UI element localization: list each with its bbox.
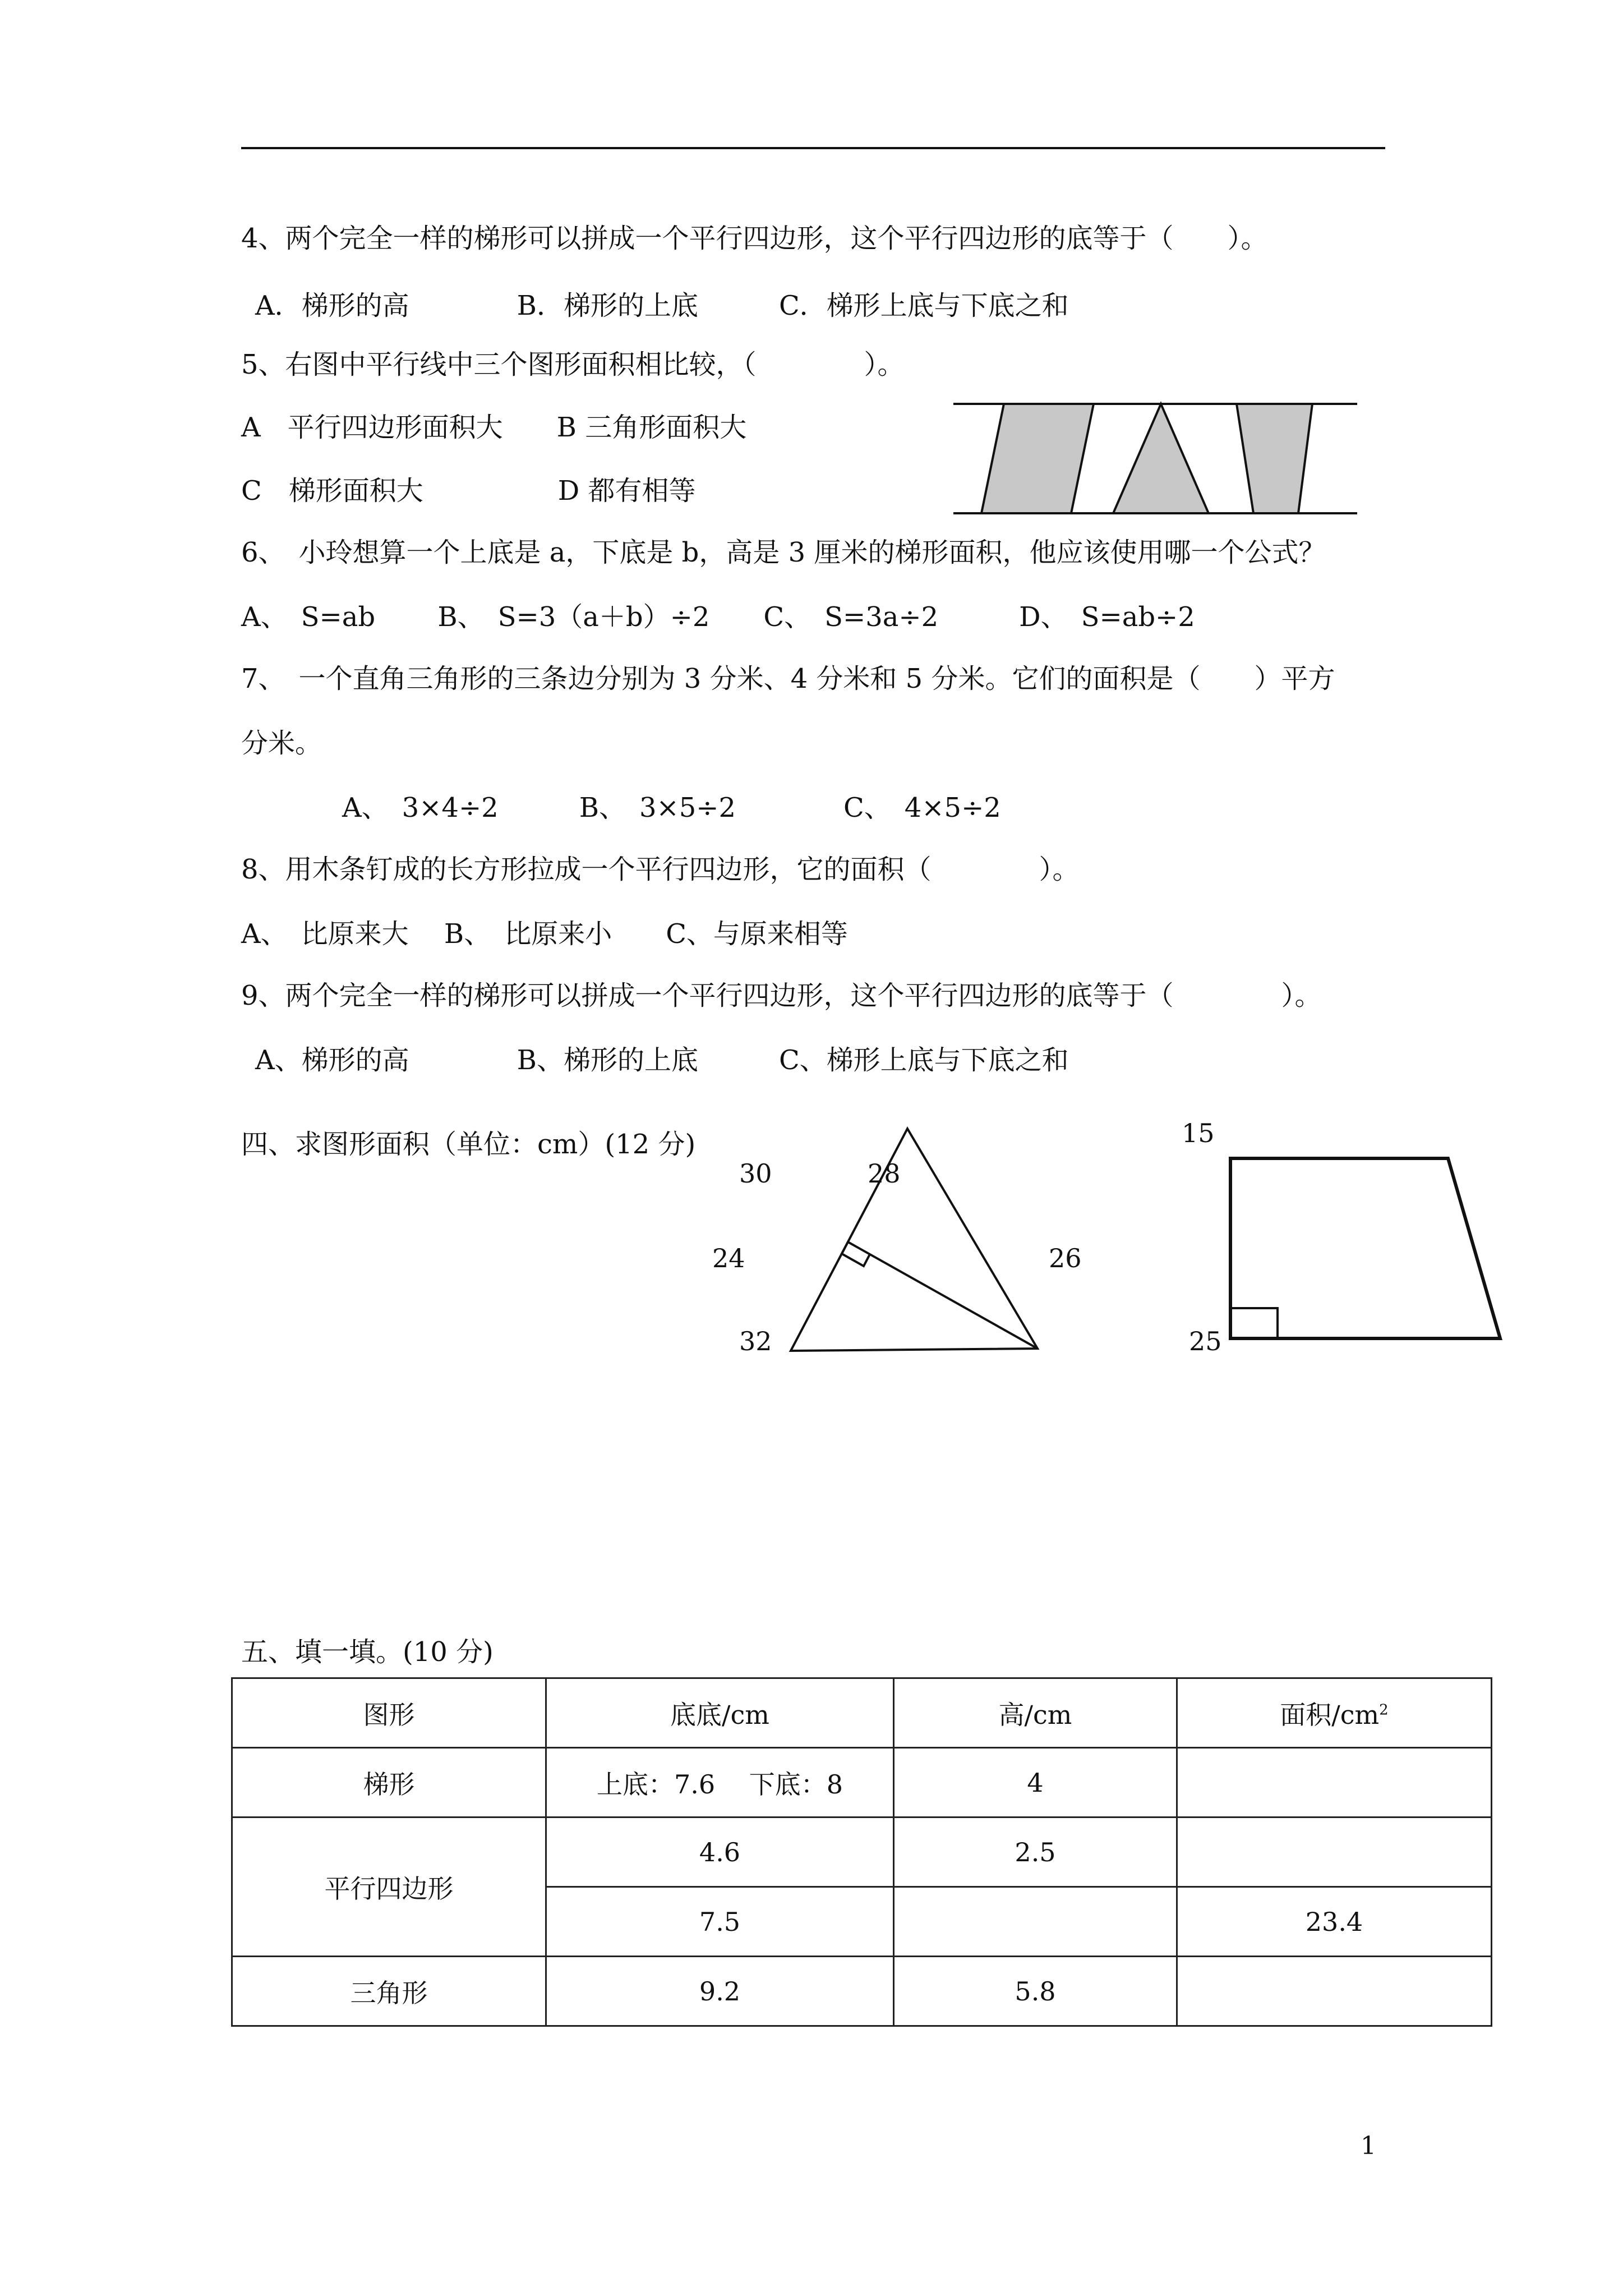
- q8-stem: 8、用木条钉成的长方形拉成一个平行四边形，它的面积（ ）。: [241, 854, 1080, 885]
- triangle-label-24: 24: [712, 1243, 745, 1273]
- q5-stem: 5、右图中平行线中三个图形面积相比较，（ ）。: [241, 349, 905, 380]
- triangle-label-32: 32: [739, 1326, 772, 1356]
- cell-triangle-area[interactable]: [1177, 1957, 1492, 2026]
- cell-parallelogram-height2[interactable]: [894, 1887, 1177, 1957]
- q6-options: A、 S=ab B、 S=3（a＋b）÷2 C、 S=3a÷2 D、 S=ab÷2: [241, 601, 1195, 633]
- table-row: [232, 1818, 1492, 1887]
- section5-title: 五、填一填。(10 分): [241, 1636, 494, 1668]
- header-height: 高/cm: [894, 1678, 1177, 1748]
- triangle-shape: [1113, 404, 1209, 513]
- cell-triangle-height: 5.8: [894, 1957, 1177, 2026]
- q7-options: A、 3×4÷2 B、 3×5÷2 C、 4×5÷2: [342, 792, 1001, 823]
- triangle-altitude: [848, 1242, 1038, 1349]
- q5-options-line1: A 平行四边形面积大 B 三角形面积大: [241, 412, 747, 443]
- header-rule: [241, 147, 1385, 149]
- header-area-unit-sup: 2: [1379, 1701, 1389, 1719]
- parallelogram-shape: [981, 404, 1094, 513]
- trapezoid-label-bottom: 25: [1189, 1326, 1222, 1356]
- q4-stem: 4、两个完全一样的梯形可以拼成一个平行四边形，这个平行四边形的底等于（ ）。: [241, 223, 1268, 254]
- section4-title: 四、求图形面积（单位：cm）(12 分): [241, 1129, 696, 1160]
- q9-stem: 9、两个完全一样的梯形可以拼成一个平行四边形，这个平行四边形的底等于（ ）。: [241, 980, 1322, 1011]
- cell-trapezoid-height: 4: [894, 1748, 1177, 1818]
- cell-parallelogram-area2: 23.4: [1177, 1887, 1492, 1957]
- q9-options: A、梯形的高 B、梯形的上底 C、梯形上底与下底之和: [255, 1045, 1069, 1076]
- trapezoid-figure: [1217, 1150, 1509, 1346]
- header-area-text: 面积/cm: [1280, 1699, 1380, 1730]
- header-area: [1177, 1678, 1492, 1748]
- q4-options: A．梯形的高 B．梯形的上底 C．梯形上底与下底之和: [255, 290, 1069, 321]
- cell-triangle-shape: 三角形: [232, 1957, 546, 2026]
- header-base: 底底/cm: [546, 1678, 894, 1748]
- q8-options: A、 比原来大 B、 比原来小 C、与原来相等: [241, 918, 848, 950]
- trapezoid-label-top: 15: [1182, 1118, 1215, 1148]
- q5-options-line2: C 梯形面积大 D 都有相等: [241, 475, 696, 507]
- page-number: 1: [1361, 2132, 1376, 2160]
- cell-parallelogram-base1: 4.6: [546, 1818, 894, 1887]
- q7-stem-line1: 7、 一个直角三角形的三条边分别为 3 分米、4 分米和 5 分米。它们的面积是（ ）平方: [241, 663, 1335, 694]
- q5-figure: [948, 393, 1363, 522]
- table-row: [232, 1748, 1492, 1818]
- table-header-row: [232, 1678, 1492, 1748]
- table-row: [232, 1957, 1492, 2026]
- cell-parallelogram-base2: 7.5: [546, 1887, 894, 1957]
- fill-in-table: [231, 1677, 1492, 2027]
- cell-parallelogram-area1[interactable]: [1177, 1818, 1492, 1887]
- cell-trapezoid-area[interactable]: [1177, 1748, 1492, 1818]
- triangle-label-28: 28: [868, 1158, 901, 1189]
- q7-stem-line2: 分米。: [241, 728, 322, 759]
- triangle-outline: [791, 1129, 1038, 1351]
- trapezoid-outline: [1230, 1158, 1500, 1338]
- cell-trapezoid-shape: 梯形: [232, 1748, 546, 1818]
- cell-triangle-base: 9.2: [546, 1957, 894, 2026]
- triangle-label-30: 30: [739, 1158, 772, 1189]
- cell-trapezoid-base: 上底：7.6 下底：8: [546, 1748, 894, 1818]
- cell-parallelogram-shape: 平行四边形: [232, 1818, 546, 1957]
- cell-parallelogram-height1: 2.5: [894, 1818, 1177, 1887]
- q6-stem: 6、 小玲想算一个上底是 a，下底是 b，高是 3 厘米的梯形面积，他应该使用哪一个公式？: [241, 537, 1326, 568]
- triangle-label-26: 26: [1049, 1243, 1082, 1273]
- triangle-figure: [774, 1122, 1054, 1358]
- trapezoid-right-angle: [1230, 1308, 1278, 1338]
- header-shape: 图形: [232, 1678, 546, 1748]
- trapezoid-shape: [1237, 404, 1312, 513]
